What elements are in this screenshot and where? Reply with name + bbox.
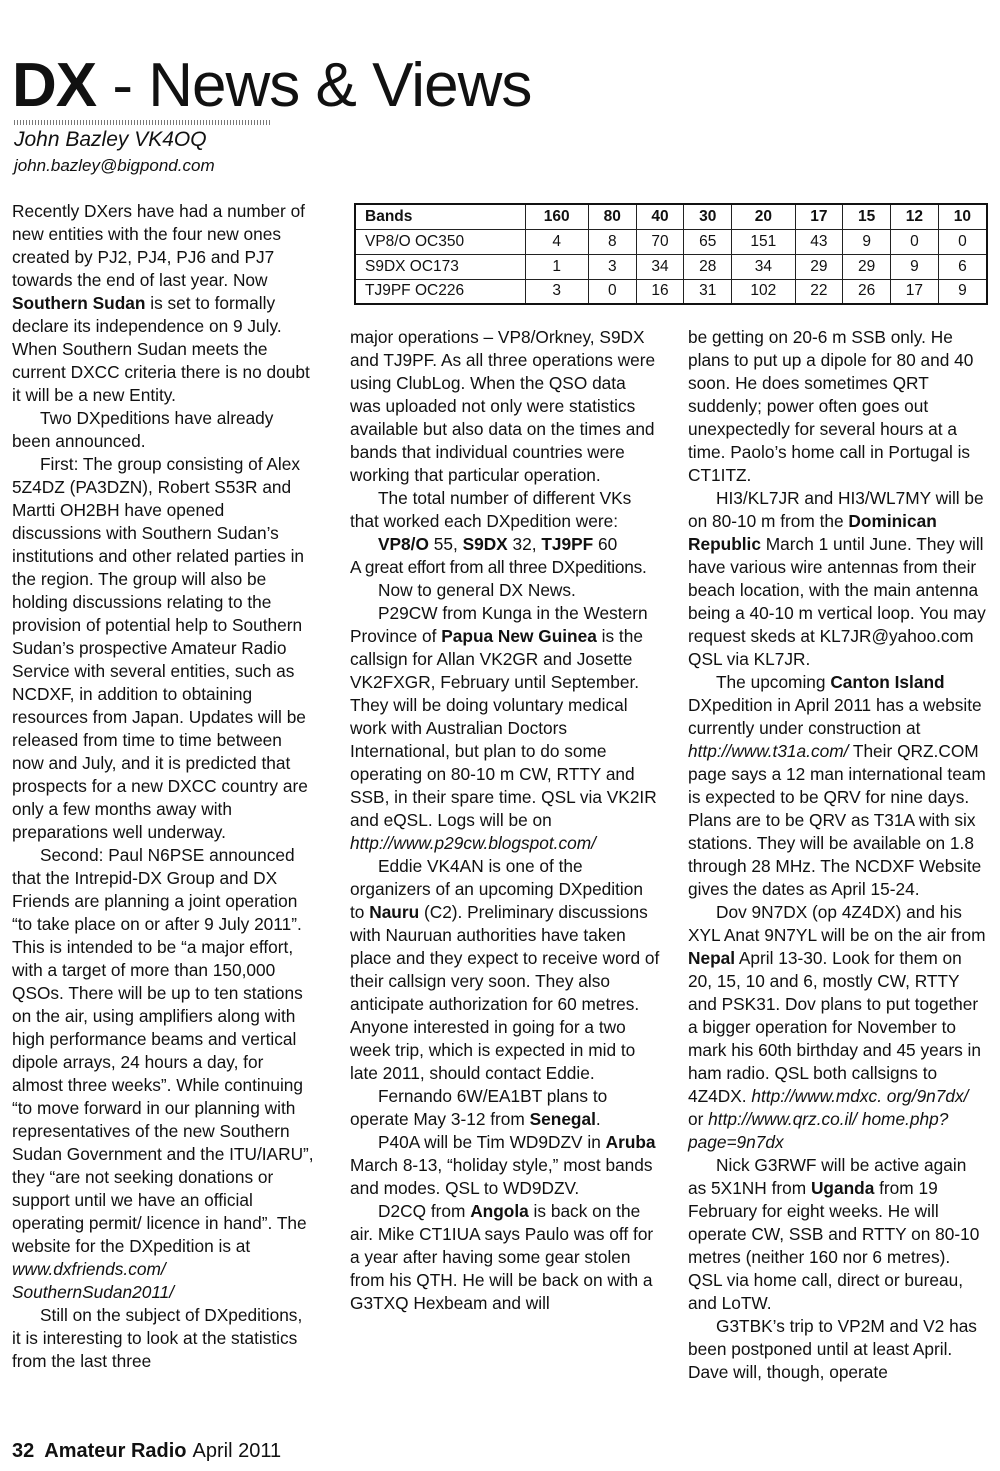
table-header-cell: 15: [843, 204, 891, 229]
paragraph: First: The group consisting of Alex 5Z4DZ (PA3DZN), Robert S53R and Martti OH2BH have opened discussions with Southern Sudan’s institutions and other related parties in the region. The group will also be holding discussions relating to the provision of potential help to Southern Sudan’s prospective Amateur Radio Service with several entities, such as NCDXF, in addition to obtaining resources from Japan. Updates will be released from time to time between now and July, and it is predicted that prospects for a new DXCC country are only a few months away with preparations well underway.: [12, 454, 308, 842]
table-cell: VP8/O OC350: [355, 229, 525, 254]
article-column-3: [688, 326, 988, 1384]
text: D2CQ from: [378, 1201, 471, 1221]
text: Recently DXers have had a number of new entities with the four new ones created by PJ2, PJ4, PJ6 and PJ7 towards the end of last year. Now: [12, 201, 305, 290]
paragraph: be getting on 20-6 m SSB only. He plans to put up a dipole for 80 and 40 soon. He does sometimes QRT suddenly; power often goes out unexpectedly for several hours at a time. Paolo’s home call in Portugal is CT1ITZ.: [688, 327, 974, 485]
table-cell: TJ9PF OC226: [355, 279, 525, 304]
text: 32,: [507, 534, 542, 554]
page-number: 32: [12, 1440, 35, 1462]
author-email: john.bazley@bigpond.com: [14, 156, 215, 175]
issue-date: April 2011: [192, 1440, 282, 1462]
text: P40A will be Tim WD9DZV in: [378, 1132, 606, 1152]
text: The upcoming: [716, 672, 831, 692]
table-header-cell: 30: [684, 204, 732, 229]
paragraph: [688, 901, 988, 1154]
highlight-country: Papua New Guinea: [441, 626, 597, 646]
paragraph: G3TBK’s trip to VP2M and V2 has been postponed until at least April. Dave will, though, operate: [688, 1316, 977, 1382]
text: P29CW from Kunga in the Western Province of: [350, 603, 648, 646]
paragraph: [12, 844, 315, 1304]
table-cell: 6: [938, 254, 987, 279]
text: Fernando 6W/EA1BT plans to operate May 3-12 from: [350, 1086, 608, 1129]
link-dxfriends[interactable]: www.dxfriends.com/ SouthernSudan2011/: [12, 1259, 175, 1302]
table-header-cell: 40: [636, 204, 684, 229]
table-header-cell: 160: [525, 204, 588, 229]
table-cell: 16: [636, 279, 684, 304]
text: is set to formally declare its independence on 9 July. When Southern Sudan meets the current DXCC criteria there is no doubt it will be a new Entity.: [12, 293, 310, 405]
table-cell: 4: [525, 229, 588, 254]
text: Dov 9N7DX (op 4Z4DX) and his XYL Anat 9N7YL will be on the air from: [688, 902, 986, 945]
link-mdxc[interactable]: http://www.mdxc. org/9n7dx/: [751, 1086, 969, 1106]
table-cell: 9: [938, 279, 987, 304]
highlight-southern-sudan: Southern Sudan: [12, 293, 146, 313]
paragraph: [12, 200, 315, 407]
text: HI3/KL7JR and HI3/WL7MY will be on 80-10 m from the: [688, 488, 984, 531]
table-header-cell: 17: [795, 204, 843, 229]
table-cell: 102: [732, 279, 795, 304]
table-cell: 9: [891, 254, 939, 279]
table-row: [355, 254, 987, 279]
table-cell: 17: [891, 279, 939, 304]
text: .: [595, 1109, 601, 1129]
highlight-country: Uganda: [810, 1178, 875, 1198]
text: is the callsign for Allan VK2GR and Josette VK2FXGR, February until September. They will be doing voluntary medical work with Australian Doctors International, but plan to do some operating on 80-10 m CW, RTTY and SSB, in their spare time. QSL via VK2IR and eQSL. Logs will be on: [350, 626, 657, 830]
title-rule: [14, 120, 272, 125]
table-header-cell: 10: [938, 204, 987, 229]
text: 60: [593, 534, 618, 554]
table-header-cell: 80: [588, 204, 636, 229]
highlight-country: Nauru: [369, 902, 420, 922]
table-cell: 0: [938, 229, 987, 254]
text: March 1 until June. They will have various wire antennas from their beach location, with the main antenna being a 40-10 m vertical loop. You may request skeds at KL7JR@yahoo.com QSL via KL7JR.: [688, 534, 986, 669]
table-cell: 151: [732, 229, 795, 254]
vk-count-line: [350, 533, 660, 556]
highlight-country: Angola: [470, 1201, 529, 1221]
highlight-country: Canton Island: [830, 672, 945, 692]
page-title: [12, 50, 531, 122]
table-cell: 31: [684, 279, 732, 304]
band-statistics-table: [354, 203, 988, 305]
text: Eddie VK4AN is one of the organizers of an upcoming DXpedition to: [350, 856, 643, 922]
text: Second: Paul N6PSE announced that the Intrepid-DX Group and DX Friends are planning a joint operation “to take place on or after 9 July 2011”. This is intended to be “a major effort, with a target of more than 150,000 QSOs. There will be up to ten stations on the air, using amplifiers along with high performance beams and vertical dipole arrays, 24 hours a day, for almost three weeks”. While continuing “to move forward in our planning with representatives of the new Southern Sudan Government and the ITU/IARU”, they “are not seeking donations or support until we have an official operating permit/ licence in hand”. The website for the DXpedition is at: [12, 845, 314, 1256]
table-cell: 3: [588, 254, 636, 279]
table-cell: 1: [525, 254, 588, 279]
page-footer: [12, 1438, 281, 1464]
text: is back on the air. Mike CT1IUA says Paulo was off for a year after having some gear stolen from his QTH. He will be back on with a G3TXQ Hexbeam and will: [350, 1201, 654, 1313]
table-cell: 0: [891, 229, 939, 254]
table-cell: 70: [636, 229, 684, 254]
table-cell: 3: [525, 279, 588, 304]
callsign: S9DX: [462, 534, 508, 554]
paragraph: Two DXpeditions have already been announced.: [12, 408, 274, 451]
paragraph: [688, 1154, 988, 1315]
paragraph: Now to general DX News.: [378, 580, 576, 600]
table-cell: 43: [795, 229, 843, 254]
article-column-1: [12, 200, 315, 1373]
table-cell: 28: [684, 254, 732, 279]
table-cell: 29: [843, 254, 891, 279]
table-row: [355, 229, 987, 254]
highlight-country: Aruba: [605, 1132, 656, 1152]
paragraph: [350, 1200, 660, 1315]
author-name: John Bazley VK4OQ: [14, 128, 207, 151]
article-column-2: [350, 326, 660, 1315]
table-cell: 65: [684, 229, 732, 254]
callsign: TJ9PF: [541, 534, 594, 554]
table-cell: 0: [588, 279, 636, 304]
paragraph: The total number of different VKs that worked each DXpedition were:: [350, 488, 632, 531]
highlight-country: Nepal: [688, 948, 736, 968]
table-cell: 26: [843, 279, 891, 304]
magazine-name: Amateur Radio: [44, 1440, 187, 1462]
text: or: [688, 1109, 709, 1129]
table-cell: 29: [795, 254, 843, 279]
paragraph: [688, 487, 988, 671]
text: Nick G3RWF will be active again as 5X1NH from: [688, 1155, 967, 1198]
callsign: VP8/O: [378, 534, 429, 554]
highlight-country: Dominican Republic: [688, 511, 937, 554]
paragraph: [350, 1085, 660, 1131]
table-cell: 22: [795, 279, 843, 304]
text: April 13-30. Look for them on 20, 15, 10 and 6, mostly CW, RTTY and PSK31. Dov plans to put together a bigger operation for November to mark his 60th birthday and 45 years in ham radio. QSL both callsigns to 4Z4DX.: [688, 948, 981, 1106]
table-header-cell: Bands: [355, 204, 525, 229]
paragraph: [350, 855, 660, 1085]
title-dx: DX: [12, 51, 97, 120]
paragraph: Still on the subject of DXpeditions, it is interesting to look at the statistics from the last three: [12, 1305, 303, 1371]
link-qrz[interactable]: http://www.qrz.co.il/ home.php?page=9n7dx: [688, 1109, 949, 1152]
paragraph: [350, 1131, 660, 1200]
paragraph: [688, 671, 988, 901]
text: (C2). Preliminary discussions with Nauruan authorities have taken place and they expect to receive word of their callsign very soon. They also anticipate authorization for 60 metres. Anyone interested in going for a two week trip, which is expected in mid to late 2011, should contact Eddie.: [350, 902, 660, 1083]
table-header-cell: 12: [891, 204, 939, 229]
table-row: [355, 279, 987, 304]
paragraph: A great effort from all three DXpeditions.: [350, 557, 647, 577]
table-cell: 34: [636, 254, 684, 279]
paragraph: major operations – VP8/Orkney, S9DX and TJ9PF. As all three operations were using ClubLog. When the QSO data was uploaded not only were statistics available but also data on the times and bands that individual countries were working that particular operation.: [350, 327, 656, 485]
text: from 19 February for eight weeks. He will operate CW, SSB and RTTY on 80-10 metres (neither 160 nor 6 metres). QSL via home call, direct or bureau, and LoTW.: [688, 1178, 980, 1313]
text: Their QRZ.COM page says a 12 man international team is expected to be QRV for nine days. Plans are to be QRV as T31A with six stations. They will be available on 1.8 through 28 MHz. The NCDXF Website gives the dates as April 15-24.: [688, 741, 986, 899]
text: March 8-13, “holiday style,” most bands and modes. QSL to WD9DZV.: [350, 1155, 653, 1198]
table-header-cell: 20: [732, 204, 795, 229]
table-cell: S9DX OC173: [355, 254, 525, 279]
highlight-country: Senegal: [529, 1109, 596, 1129]
table-cell: 9: [843, 229, 891, 254]
paragraph: [350, 602, 660, 855]
text: 55,: [428, 534, 463, 554]
link-p29cw[interactable]: http://www.p29cw.blogspot.com/: [350, 833, 596, 853]
table-cell: 8: [588, 229, 636, 254]
table-cell: 34: [732, 254, 795, 279]
link-t31a[interactable]: http://www.t31a.com/: [688, 741, 849, 761]
title-rest: - News & Views: [96, 51, 532, 120]
text: DXpedition in April 2011 has a website currently under construction at: [688, 695, 982, 738]
table-header-row: [355, 204, 987, 229]
